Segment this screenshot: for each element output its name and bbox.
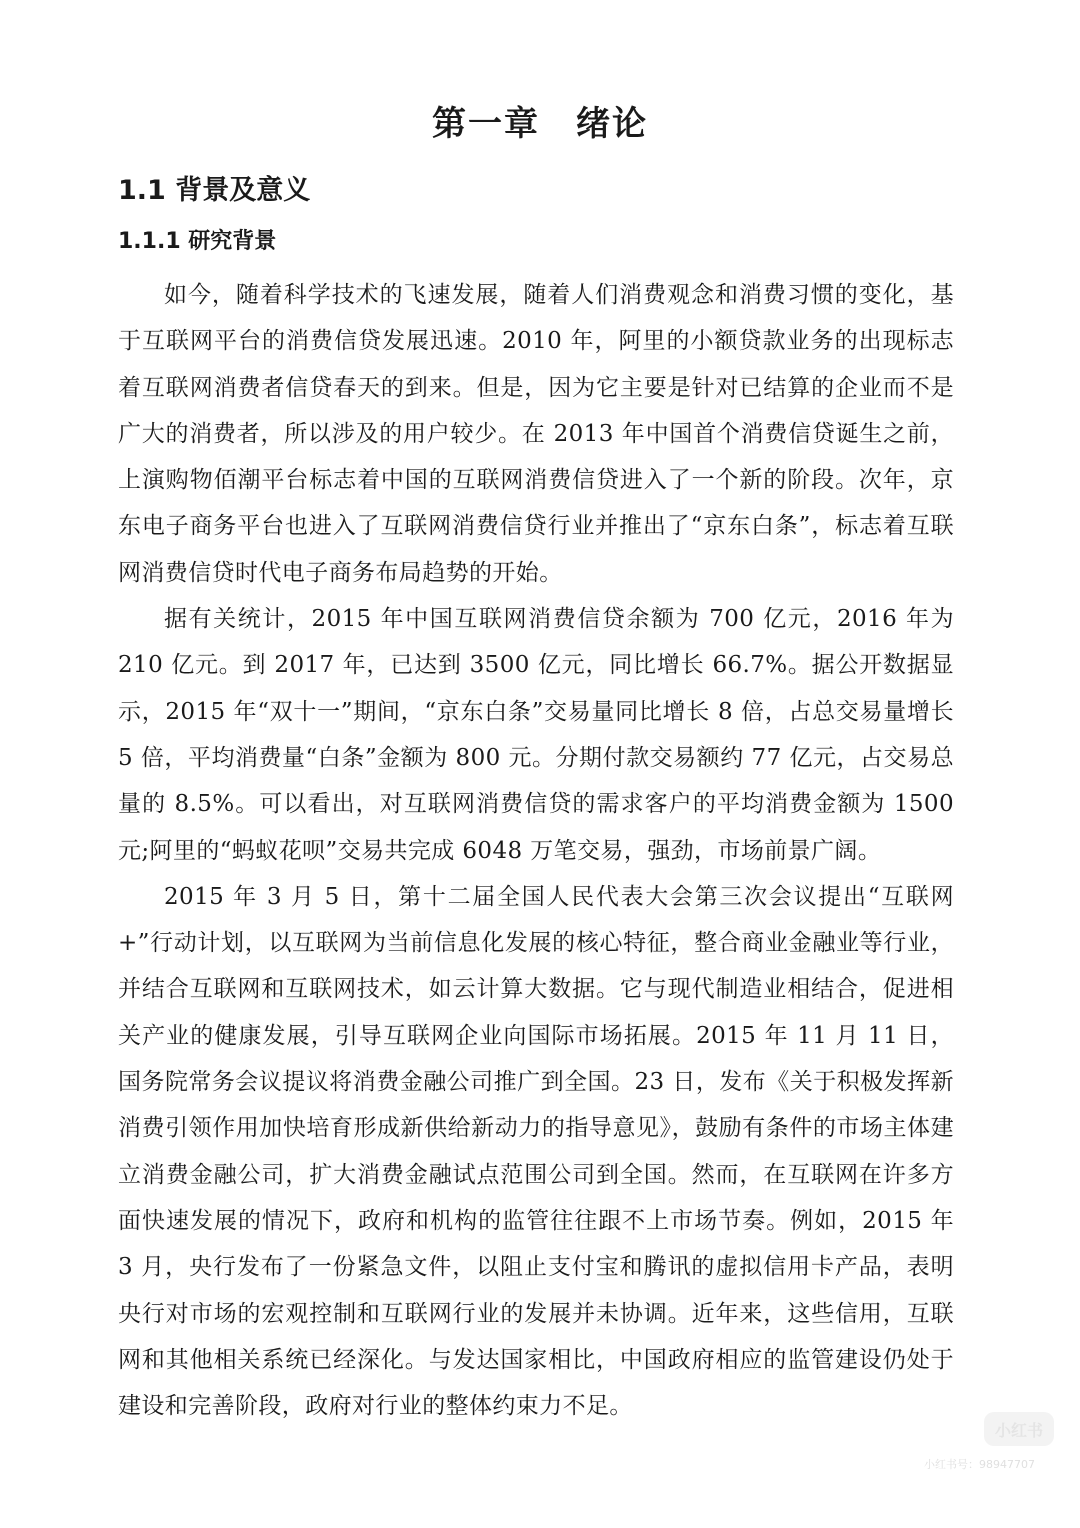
section-title: 1.1 背景及意义 bbox=[118, 175, 311, 206]
paragraph: 2015 年 3 月 5 日，第十二届全国人民代表大会第三次会议提出“互联网+”行动计划，以互联网为当前信息化发展的核心特征，整合商业金融业等行业，并结合互联网和互联网技术，如云计算大数据。它与现代制造业相结合，促进相关产业的健康发展，引导互联网企业向国际市场拓展。2015 年 11 月 11 日，国务院常务会议提议将消费金融公司推广到全国。23 日，发布《关于积极发挥新消费引领作用加快培育形成新供给新动力的指导意见》，鼓励有条件的市场主体建立消费金融公司，扩大消费金融试点范围公司到全国。然而，在互联网在许多方面快速发展的情况下，政府和机构的监管往往跟不上市场节奏。例如，2015 年 3 月，央行发布了一份紧急文件，以阻止支付宝和腾讯的虚拟信用卡产品，表明央行对市场的宏观控制和互联网行业的发展并未协调。近年来，这些信用，互联网和其他相关系统已经深化。与发达国家相比，中国政府相应的监管建设仍处于建设和完善阶段，政府对行业的整体约束力不足。 bbox=[118, 883, 954, 1420]
watermark-logo: 小红书 bbox=[984, 1412, 1054, 1446]
paragraph: 如今，随着科学技术的飞速发展，随着人们消费观念和消费习惯的变化，基于互联网平台的消费信贷发展迅速。2010 年，阿里的小额贷款业务的出现标志着互联网消费者信贷春天的到来。但是，因为它主要是针对已结算的企业而不是广大的消费者，所以涉及的用户较少。在 2013 年中国首个消费信贷诞生之前，上演购物佰潮平台标志着中国的互联网消费信贷进入了一个新的阶段。次年，京东电子商务平台也进入了互联网消费信贷行业并推出了“京东白条”，标志着互联网消费信贷时代电子商务布局趋势的开始。 bbox=[118, 282, 954, 586]
paragraph: 据有关统计，2015 年中国互联网消费信贷余额为 700 亿元，2016 年为 210 亿元。到 2017 年，已达到 3500 亿元，同比增长 66.7%。据公开数据显示，2015 年“双十一”期间，“京东白条”交易量同比增长 8 倍，占总交易量增长 5 倍，平均消费量“白条”金额为 800 元。分期付款交易额约 77 亿元，占交易总量的 8.5%。可以看出，对互联网消费信贷的需求客户的平均消费金额为 1500 元;阿里的“蚂蚁花呗”交易共完成 6048 万笔交易，强劲，市场前景广阔。 bbox=[118, 606, 954, 864]
body-text bbox=[118, 272, 954, 1429]
watermark-id: 小红书号：98947707 bbox=[924, 1458, 1035, 1471]
chapter-title: 第一章 绪论 bbox=[432, 104, 648, 144]
subsection-title: 1.1.1 研究背景 bbox=[118, 229, 277, 254]
